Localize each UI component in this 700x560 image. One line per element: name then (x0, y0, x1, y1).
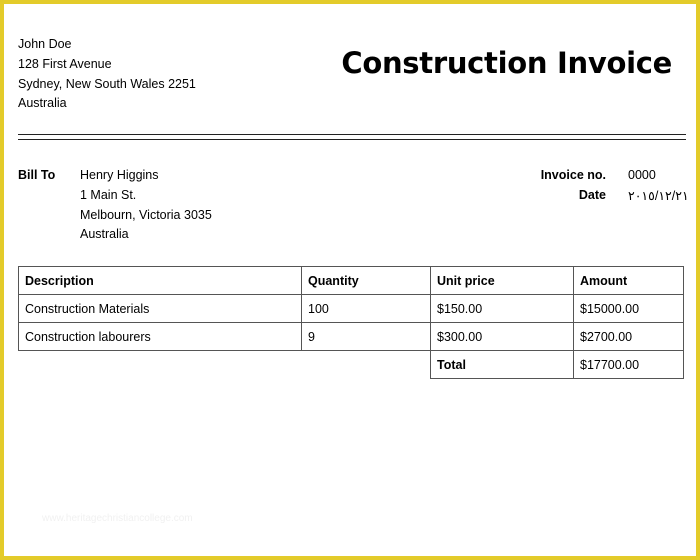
sender-address-line1: 128 First Avenue (18, 56, 112, 71)
table-row (19, 295, 684, 323)
cell-description: Construction labourers (19, 323, 302, 351)
cell-amount: $15000.00 (574, 295, 684, 323)
line-items-table (18, 266, 684, 379)
bill-to-label: Bill To (18, 168, 56, 182)
total-row-spacer (19, 351, 431, 379)
total-value: $17700.00 (574, 351, 684, 379)
invoice-number-label: Invoice no. (540, 168, 606, 182)
bill-to-name: Henry Higgins (80, 168, 159, 182)
bill-to-address-line1: 1 Main St. (80, 187, 137, 202)
header-divider-bottom (18, 139, 686, 140)
column-header-description: Description (19, 267, 302, 295)
column-header-amount: Amount (574, 267, 684, 295)
sender-address (18, 35, 196, 114)
invoice-number: 0000 (628, 168, 656, 182)
bill-to-address-line2: Melbourn, Victoria 3035 (80, 207, 212, 222)
cell-quantity: 100 (302, 295, 431, 323)
cell-unit-price: $150.00 (431, 295, 574, 323)
invoice-date: ٢٠١٥/١٢/٢١ (628, 189, 689, 203)
invoice-title: Construction Invoice (341, 46, 672, 80)
sender-name: John Doe (18, 37, 72, 51)
sender-country: Australia (18, 96, 67, 111)
cell-unit-price: $300.00 (431, 323, 574, 351)
sender-address-line2: Sydney, New South Wales 2251 (18, 76, 196, 91)
watermark: www.heritagechristiancollege.com (42, 513, 193, 524)
cell-description: Construction Materials (19, 295, 302, 323)
column-header-quantity: Quantity (302, 267, 431, 295)
table-header-row (19, 267, 684, 295)
header-divider-top (18, 134, 686, 135)
total-label: Total (431, 351, 574, 379)
total-row (19, 351, 684, 379)
column-header-unit-price: Unit price (431, 267, 574, 295)
invoice-date-label: Date (578, 188, 606, 202)
bill-to-address (80, 166, 212, 245)
cell-amount: $2700.00 (574, 323, 684, 351)
table-row (19, 323, 684, 351)
bill-to-country: Australia (80, 227, 129, 242)
cell-quantity: 9 (302, 323, 431, 351)
